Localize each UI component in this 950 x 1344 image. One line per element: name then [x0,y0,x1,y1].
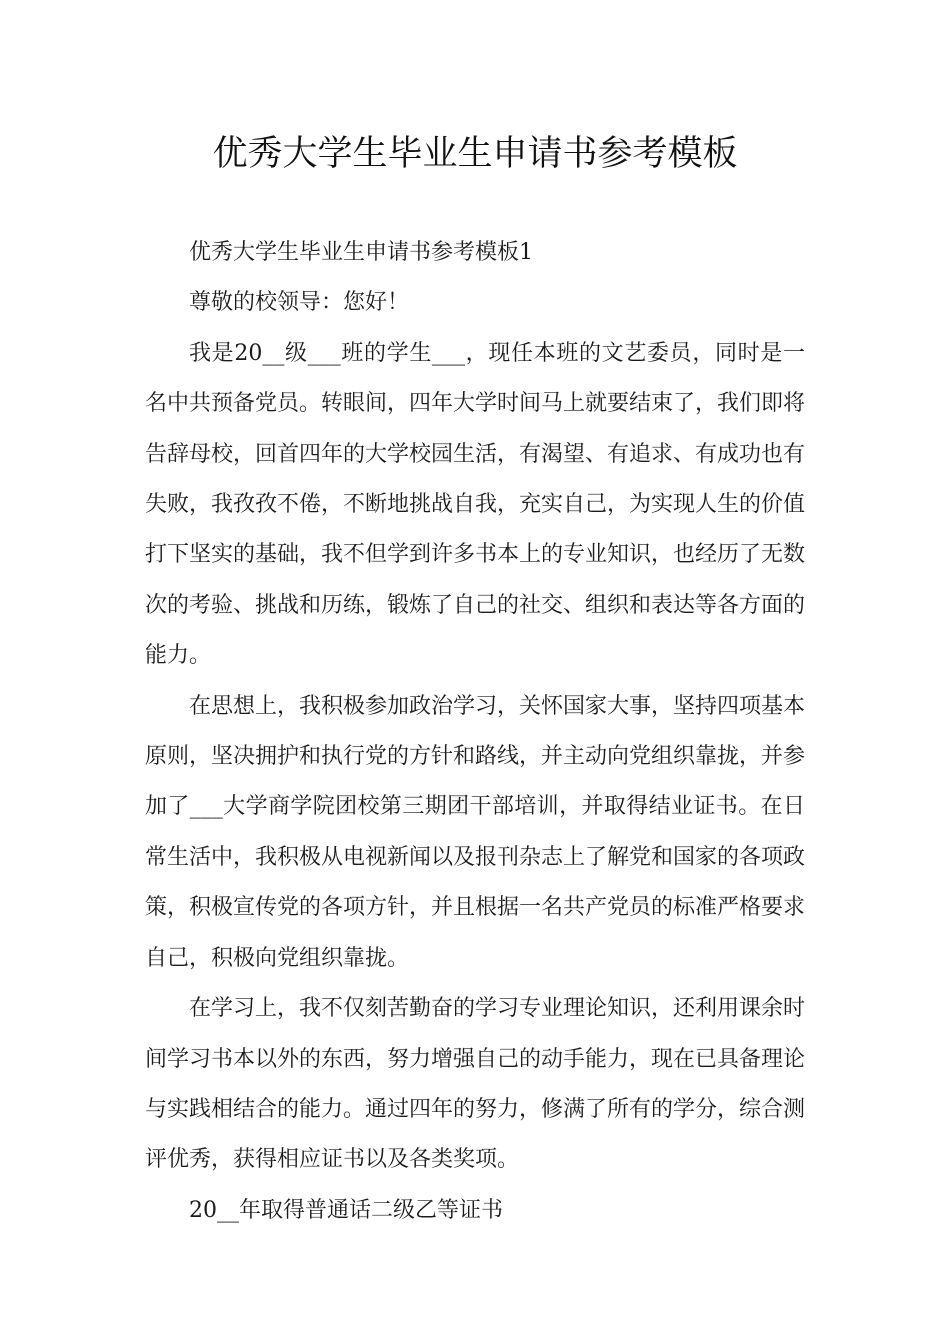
paragraph-introduction: 我是20__级___班的学生___，现任本班的文艺委员，同时是一名中共预备党员。转眼间，四年大学时间马上就要结束了，我们即将告辞母校，回首四年的大学校园生活，有渴望、有追求、有成功也有失败，我孜孜不倦，不断地挑战自我，充实自己，为实现人生的价值打下坚实的基础，我不但学到许多书本上的专业知识，也经历了无数次的考验、挑战和历练，锻炼了自己的社交、组织和表达等各方面的能力。 [145,340,806,669]
document-title: 优秀大学生毕业生申请书参考模板 [212,134,738,174]
paragraph-ideology: 在思想上，我积极参加政治学习，关怀国家大事，坚持四项基本原则，坚决拥护和执行党的方针和路线，并主动向党组织靠拢，并参加了___大学商学院团校第三期团干部培训，并取得结业证书。在日常生活中，我积极从电视新闻以及报刊杂志上了解党和国家的各项政策，积极宣传党的各项方针，并且根据一名共产党员的标准严格要求自己，积极向党组织靠拢。 [145,693,806,971]
document-body [145,228,805,1236]
paragraph-certificate: 20__年取得普通话二级乙等证书 [189,1197,503,1223]
paragraph-salutation: 尊敬的校领导：您好！ [189,290,410,316]
paragraph-subtitle: 优秀大学生毕业生申请书参考模板1 [189,240,533,265]
paragraph-study: 在学习上，我不仅刻苦勤奋的学习专业理论知识，还利用课余时间学习书本以外的东西，努力增强自己的动手能力，现在已具备理论与实践相结合的能力。通过四年的努力，修满了所有的学分，综合测评优秀，获得相应证书以及各类奖项。 [145,996,806,1173]
